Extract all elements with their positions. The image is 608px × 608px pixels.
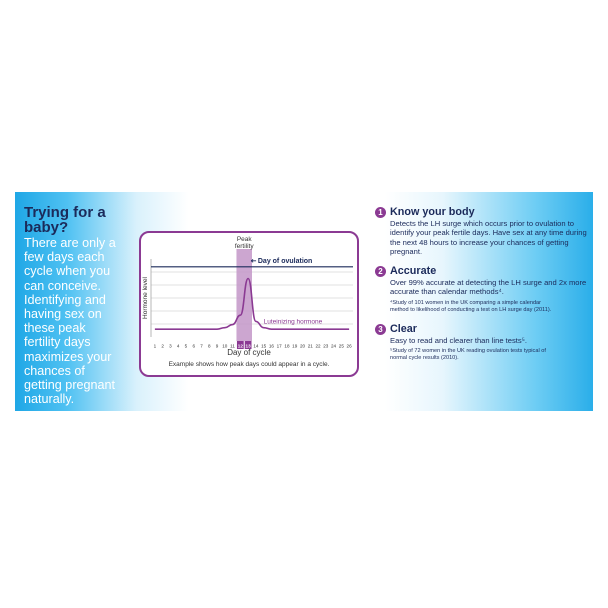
number-badge: 1	[375, 207, 386, 218]
x-tick-label: 13	[245, 343, 251, 349]
x-tick-label: 9	[215, 343, 219, 349]
y-axis-label: Hormone level	[142, 277, 149, 319]
lh-chart-card	[139, 231, 359, 377]
x-tick-label: 20	[299, 343, 306, 349]
feature-body: Detects the LH surge which occurs prior to ovulation to identify your peak fertile days. Have sex at any time during the next 48 hours to increase your chances of getting pregnant.	[390, 219, 587, 256]
x-tick-label: 19	[292, 343, 298, 349]
ovulation-arrow-icon	[251, 259, 256, 262]
feature-item	[373, 206, 593, 256]
x-tick-label: 22	[315, 343, 321, 349]
x-tick-label: 10	[222, 343, 228, 349]
feature-title: Know your body	[390, 206, 475, 218]
intro-title: Trying for a baby?	[24, 204, 106, 236]
feature-footnote: ⁵Study of 72 women in the UK reading ovulation tests typical of normal cycle results (2010).	[390, 348, 546, 362]
series-label: Luteinizing hormone	[263, 318, 323, 326]
chart-caption: Example shows how peak days could appear in a cycle.	[168, 361, 330, 368]
x-tick-label: 16	[268, 343, 274, 349]
features-list	[373, 206, 593, 368]
x-tick-label: 21	[307, 343, 313, 349]
x-tick-label: 11	[230, 343, 235, 349]
x-tick-label: 8	[207, 343, 211, 349]
x-tick-label: 23	[323, 343, 329, 349]
feature-item	[373, 265, 593, 314]
number-badge: 3	[375, 324, 386, 335]
feature-title: Accurate	[390, 265, 437, 278]
x-tick-label: 6	[192, 343, 196, 349]
x-tick-label: 25	[338, 343, 344, 349]
x-tick-label: 4	[176, 343, 180, 349]
feature-title: Clear	[390, 322, 418, 335]
x-tick-label: 15	[261, 343, 267, 349]
x-tick-label: 14	[253, 343, 259, 349]
x-axis-label: Day of cycle	[227, 348, 271, 357]
feature-body: Easy to read and clearer than line tests⁵.	[390, 335, 527, 345]
x-tick-label: 3	[169, 343, 172, 349]
x-tick-label: 12	[237, 343, 243, 349]
x-tick-label: 26	[346, 343, 352, 349]
x-tick-label: 1	[153, 343, 157, 349]
feature-footnote: ⁴Study of 101 women in the UK comparing a simple calendar method to likelihood of conducting a test on LH surge day (2011).	[390, 299, 552, 313]
x-tick-label: 17	[276, 343, 282, 349]
x-tick-label: 18	[284, 343, 290, 349]
peak-label: Peak	[236, 236, 252, 243]
x-tick-label: 7	[200, 343, 203, 349]
intro-text: There are only a few days each cycle when you can conceive. Identifying and having sex on these peak fertility days maximizes your chances of getting pregnant naturally.	[24, 236, 116, 407]
x-tick-label: 24	[331, 343, 337, 349]
peak-label: fertility	[234, 243, 254, 250]
feature-item	[373, 323, 593, 362]
ovulation-label: Day of ovulation	[257, 257, 313, 265]
x-tick-label: 5	[184, 343, 188, 349]
x-tick-label: 2	[161, 343, 164, 349]
number-badge: 2	[375, 266, 386, 277]
feature-body: Over 99% accurate at detecting the LH surge and 2x more accurate than calendar methods⁴.	[390, 278, 587, 297]
